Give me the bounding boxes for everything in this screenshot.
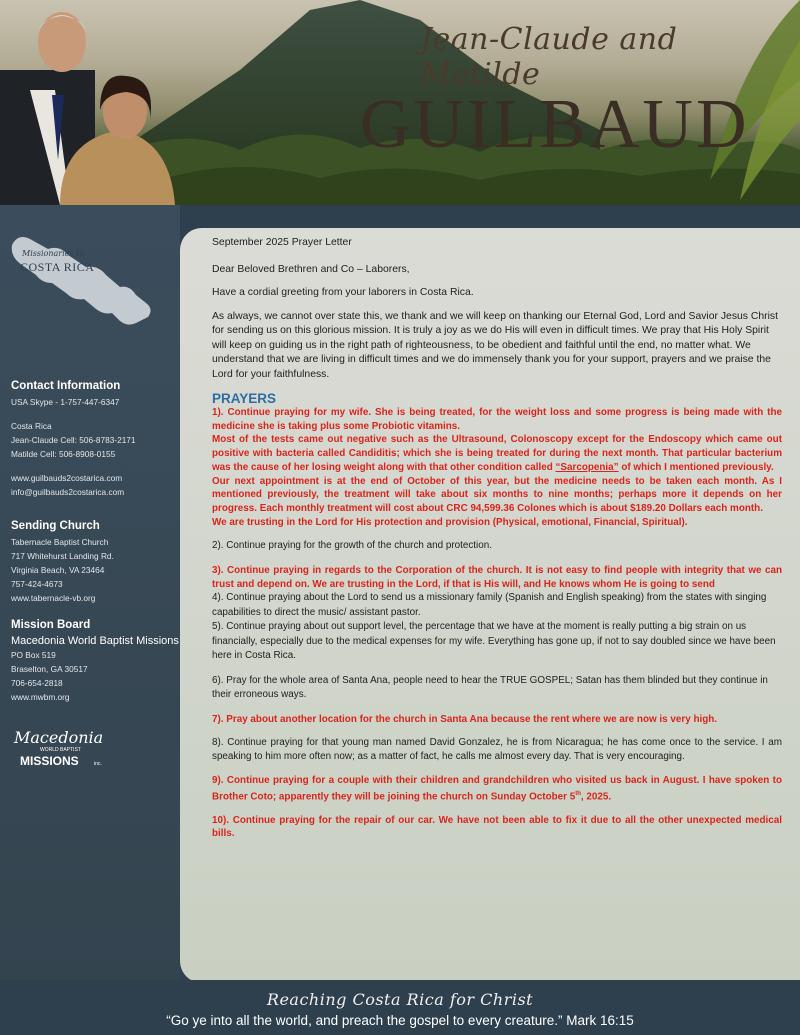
prayer-9 [212,774,782,804]
contact-website-link[interactable]: www.guilbauds2costarica.com [11,473,123,483]
mission-board-website-link[interactable]: www.mwbm.org [11,692,70,702]
letter-body [212,236,782,841]
contact-heading: Contact Information [11,380,121,392]
letter-body-paragraph: As always, we cannot over state this, we thank and we will keep on thanking our Eternal God, Lord and Savior Jesus Christ for sending us on this glorious mission. It is truly a joy as we do His will even in difficult times. We pray that His Holy Spirit will keep on guiding us in the right path of righteousness, to be obedient and faithful until the end, no matter what. We understand that we are living in difficult times and we do immensely thank you for your support, prayers and we praise the Lord for your faithfulness. [212,310,779,380]
sending-church-line: 717 Whitehurst Landing Rd. [11,551,114,561]
prayers-heading: PRAYERS [212,391,277,406]
letter-greeting: Dear Beloved Brethren and Co – Laborers, [212,263,410,275]
logo-word-inc: inc. [94,761,102,767]
header-surname: GUILBAUD [360,86,750,163]
footer [0,980,800,1035]
contact-spacer [11,409,176,419]
letter-panel [180,228,800,983]
prayer-1-trust: We are trusting in the Lord for His protection and provision (Physical, emotional, Financial, Spiritual). [212,516,688,528]
prayer-9-post: , 2025. [580,790,612,802]
prayer-2: 2). Continue praying for the growth of the church and protection. [212,540,492,552]
mission-board-line: 706-654-2818 [11,678,63,688]
sidebar [0,205,180,980]
prayer-10: 10). Continue praying for the repair of our car. We have not been able to fix it due to all the other unexpected medical bills. [212,814,782,840]
footer-verse: “Go ye into all the world, and preach the gospel to every creature.” Mark 16:15 [166,1013,634,1028]
sarcopenia-term: “Sarcopenia” [555,461,619,473]
sending-church-line: Virginia Beach, VA 23464 [11,565,105,575]
costa-rica-map-icon [8,225,158,335]
prayer-8: 8). Continue praying for that young man named David Gonzalez, he is from Nicaragua; he has come once to the service. I am speaking to him more often now; as a matter of fact, he calls me almost every day. That is very encouraging. [212,737,782,763]
logo-word-missions: MISSIONS [20,754,79,768]
mission-board-section [11,619,179,704]
prayer-1-tests-pre: Most of the tests came out negative such as the Ultrasound, Colonoscopy except for the Endoscopy which came out positive with bacteria called Candiditis; which she is being treated for during the next month. That particular bacterium was the cause of her losing weight along with that other condition called [212,434,782,473]
spacer [212,554,782,564]
contact-spacer [11,461,176,471]
spacer [212,703,782,713]
contact-email-link[interactable]: info@guilbauds2costarica.com [11,487,125,497]
footer-tagline: Reaching Costa Rica for Christ [266,990,534,1009]
spacer [212,664,782,674]
prayer-1-appointment: Our next appointment is at the end of October of this year, but the medicine needs to be taken each month. As I mentioned previously, the treatment will take about six months to nine months; perhaps more it depends on her progress. Each monthly treatment will cost about CRC 94,599.36 Colones which is about $189.20 Dollars each month. [212,475,782,514]
spacer [212,764,782,774]
mission-board-line: PO Box 519 [11,650,56,660]
prayer-9-sup: th [575,790,581,797]
contact-line: Jean-Claude Cell: 506-8783-2171 [11,435,136,445]
sending-church-section [11,520,176,605]
prayer-9-pre: 9). Continue praying for a couple with their children and grandchildren who visited us back in August. I have spoken to Brother Coto; apparently they will be joining the church on Sunday October 5 [212,774,782,802]
prayer-1-tests-post: of which I mentioned previously. [618,461,774,473]
prayer-3: 3). Continue praying in regards to the Corporation of the church. It is not easy to find people with integrity that we can trust and depend on. We are trusting in the Lord, if that is His will, and He knows whom He is going to send [212,564,782,590]
letter-date: September 2025 Prayer Letter [212,237,352,248]
spacer [212,726,782,736]
contact-line: USA Skype - 1-757-447-6347 [11,397,120,407]
prayer-1-tests [212,433,782,474]
contact-line: Costa Rica [11,421,52,431]
spacer [212,529,782,539]
sending-church-heading: Sending Church [11,520,100,532]
sending-church-website-link[interactable]: www.tabernacle-vb.org [11,593,96,603]
mission-board-line: Braselton, GA 30517 [11,664,88,674]
prayer-6: 6). Pray for the whole area of Santa Ana, people need to hear the TRUE GOSPEL; Satan has them blinded but they continue in their erroneous ways. [212,674,768,701]
contact-line: Matilde Cell: 506-8908-0155 [11,449,116,459]
logo-word-world-baptist: WORLD BAPTIST [40,747,81,753]
mission-board-name: Macedonia World Baptist Missions [11,635,179,647]
spacer [212,804,782,814]
prayer-5: 5). Continue praying about out support level, the percentage that we have at the moment is really putting a big strain on us financially, especially due to the medical expenses for my wife. Everything has gone up, if not to say doubled since we have been here in Costa Rica. [212,621,776,662]
prayer-1-intro: 1). Continue praying for my wife. She is being treated, for the weight loss and some progress is being made with the medicine she is taking plus some Probiotic vitamins. [212,407,782,432]
sending-church-line: Tabernacle Baptist Church [11,537,109,547]
header-banner [0,0,800,205]
letter-intro: Have a cordial greeting from your laborers in Costa Rica. [212,287,474,298]
macedonia-missions-logo [10,725,120,775]
map-caption-top: Missionaries to [22,249,85,258]
map-caption-main: COSTA RICA [20,260,95,274]
logo-word-macedonia: Macedonia [14,728,104,747]
missionary-couple-photo [0,0,180,205]
contact-section [11,380,176,499]
header-script-name: Jean-Claude and Matilde [420,22,678,92]
prayer-4: 4). Continue praying about the Lord to send us a missionary family (Spanish and English speaking) from the states with singing capabilities to direct the music/ assistant pastor. [212,592,767,618]
header-title [360,22,800,163]
mission-board-heading: Mission Board [11,619,91,631]
sending-church-line: 757-424-4673 [11,579,63,589]
prayer-7: 7). Pray about another location for the church in Santa Ana because the rent where we are now is very high. [212,713,718,725]
